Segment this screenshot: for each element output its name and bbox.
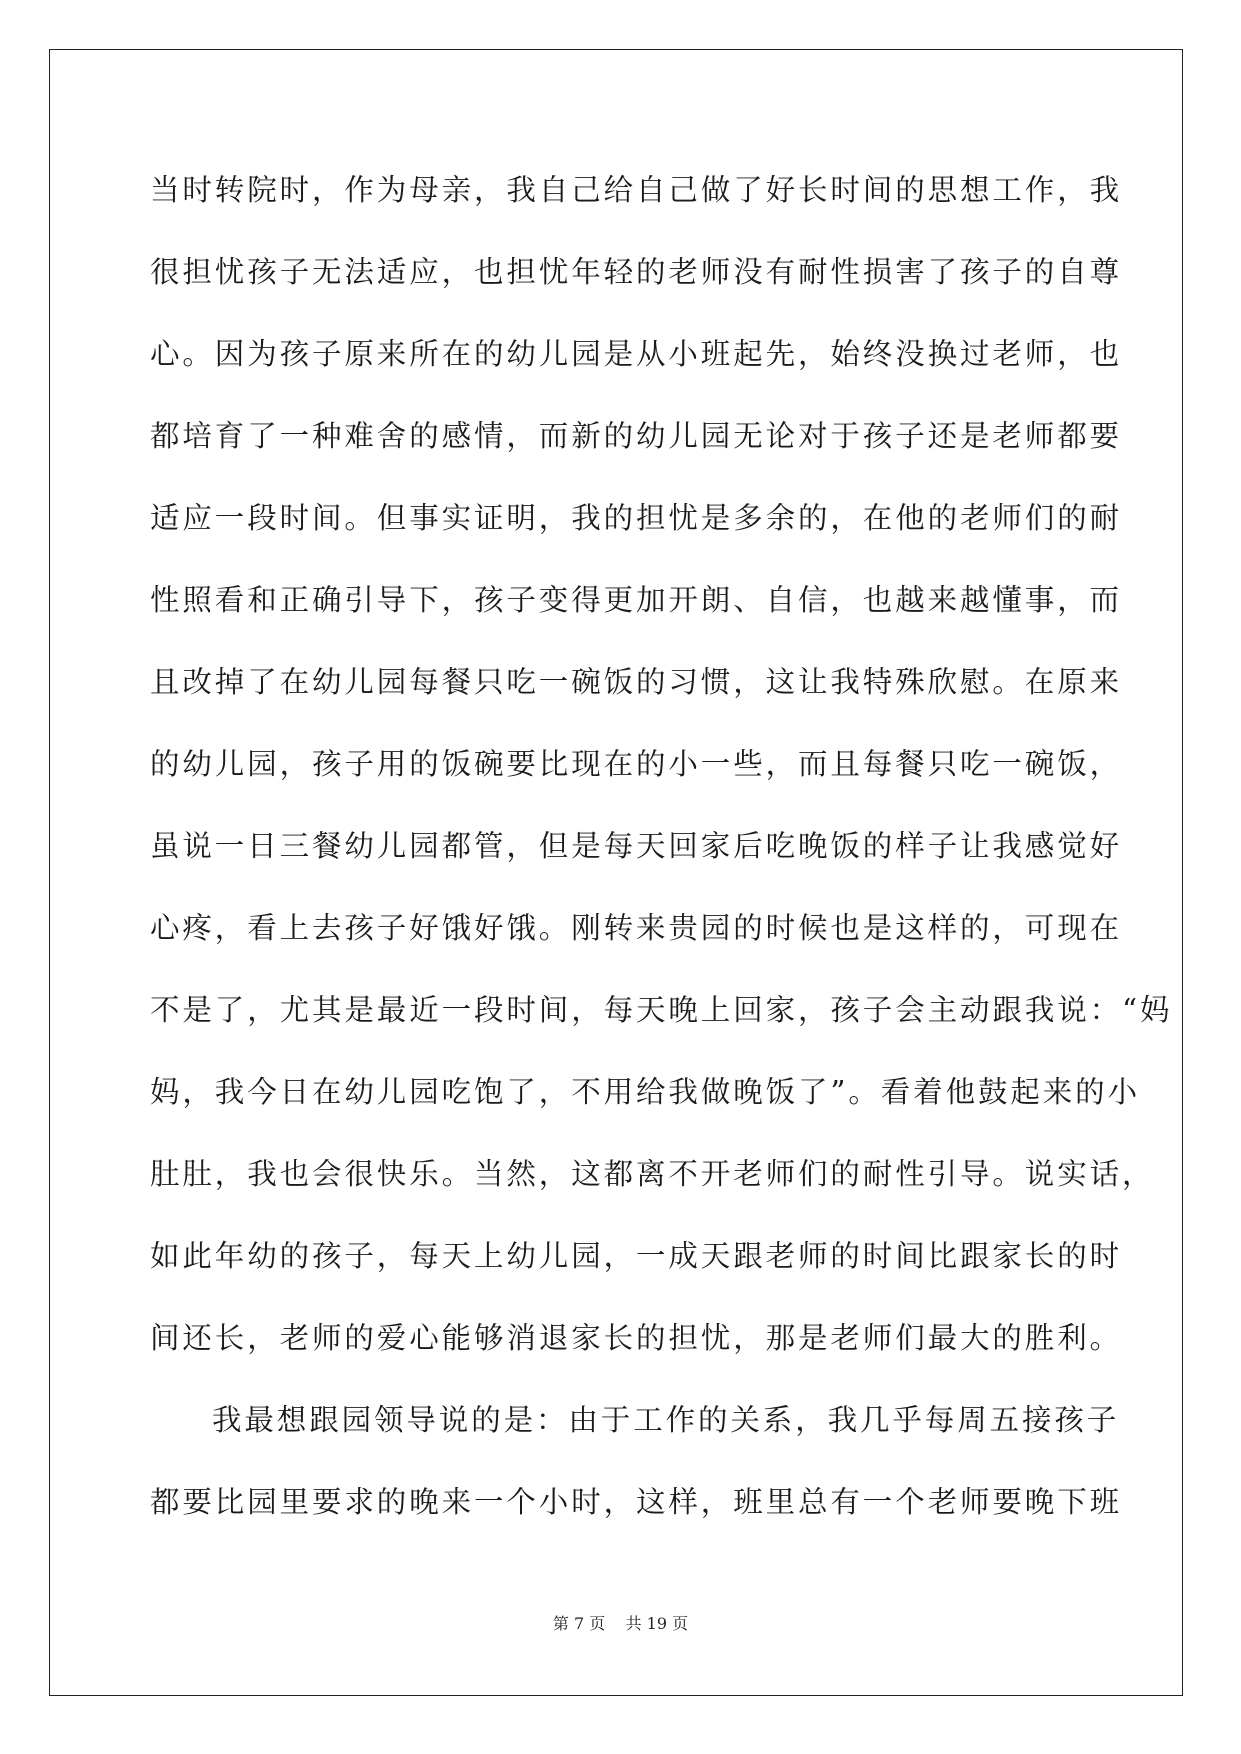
text-line: 很担忧孩子无法适应，也担忧年轻的老师没有耐性损害了孩子的自尊 bbox=[150, 255, 1123, 289]
text-line: 的幼儿园，孩子用的饭碗要比现在的小一些，而且每餐只吃一碗饭， bbox=[150, 747, 1123, 781]
text-line: 当时转院时，作为母亲，我自己给自己做了好长时间的思想工作，我 bbox=[150, 173, 1123, 207]
text-line: 心疼，看上去孩子好饿好饿。刚转来贵园的时候也是这样的，可现在 bbox=[150, 911, 1123, 945]
text-line: 适应一段时间。但事实证明，我的担忧是多余的，在他的老师们的耐 bbox=[150, 501, 1123, 535]
text-line: 心。因为孩子原来所在的幼儿园是从小班起先，始终没换过老师，也 bbox=[150, 337, 1123, 371]
page-footer bbox=[0, 1611, 1241, 1634]
text-line: 妈，我今日在幼儿园吃饱了，不用给我做晚饭了”。看着他鼓起来的小 bbox=[150, 1075, 1140, 1109]
text-line: 肚肚，我也会很快乐。当然，这都离不开老师们的耐性引导。说实话， bbox=[150, 1157, 1155, 1191]
text-line: 且改掉了在幼儿园每餐只吃一碗饭的习惯，这让我特殊欣慰。在原来 bbox=[150, 665, 1123, 699]
paragraph-start-line: 我最想跟园领导说的是：由于工作的关系，我几乎每周五接孩子 bbox=[212, 1403, 1120, 1437]
page-total: 共 19 页 bbox=[625, 1614, 689, 1633]
text-line: 不是了，尤其是最近一段时间，每天晚上回家，孩子会主动跟我说：“妈 bbox=[150, 993, 1173, 1027]
document-body bbox=[150, 163, 1173, 1557]
page-number: 第 7 页 bbox=[552, 1614, 606, 1633]
text-line: 都要比园里要求的晚来一个小时，这样，班里总有一个老师要晚下班 bbox=[150, 1485, 1123, 1519]
text-line: 都培育了一种难舍的感情，而新的幼儿园无论对于孩子还是老师都要 bbox=[150, 419, 1123, 453]
text-line: 如此年幼的孩子，每天上幼儿园，一成天跟老师的时间比跟家长的时 bbox=[150, 1239, 1123, 1273]
text-line: 虽说一日三餐幼儿园都管，但是每天回家后吃晚饭的样子让我感觉好 bbox=[150, 829, 1123, 863]
text-line: 性照看和正确引导下，孩子变得更加开朗、自信，也越来越懂事，而 bbox=[150, 583, 1123, 617]
text-line: 间还长，老师的爱心能够消退家长的担忧，那是老师们最大的胜利。 bbox=[150, 1321, 1123, 1355]
